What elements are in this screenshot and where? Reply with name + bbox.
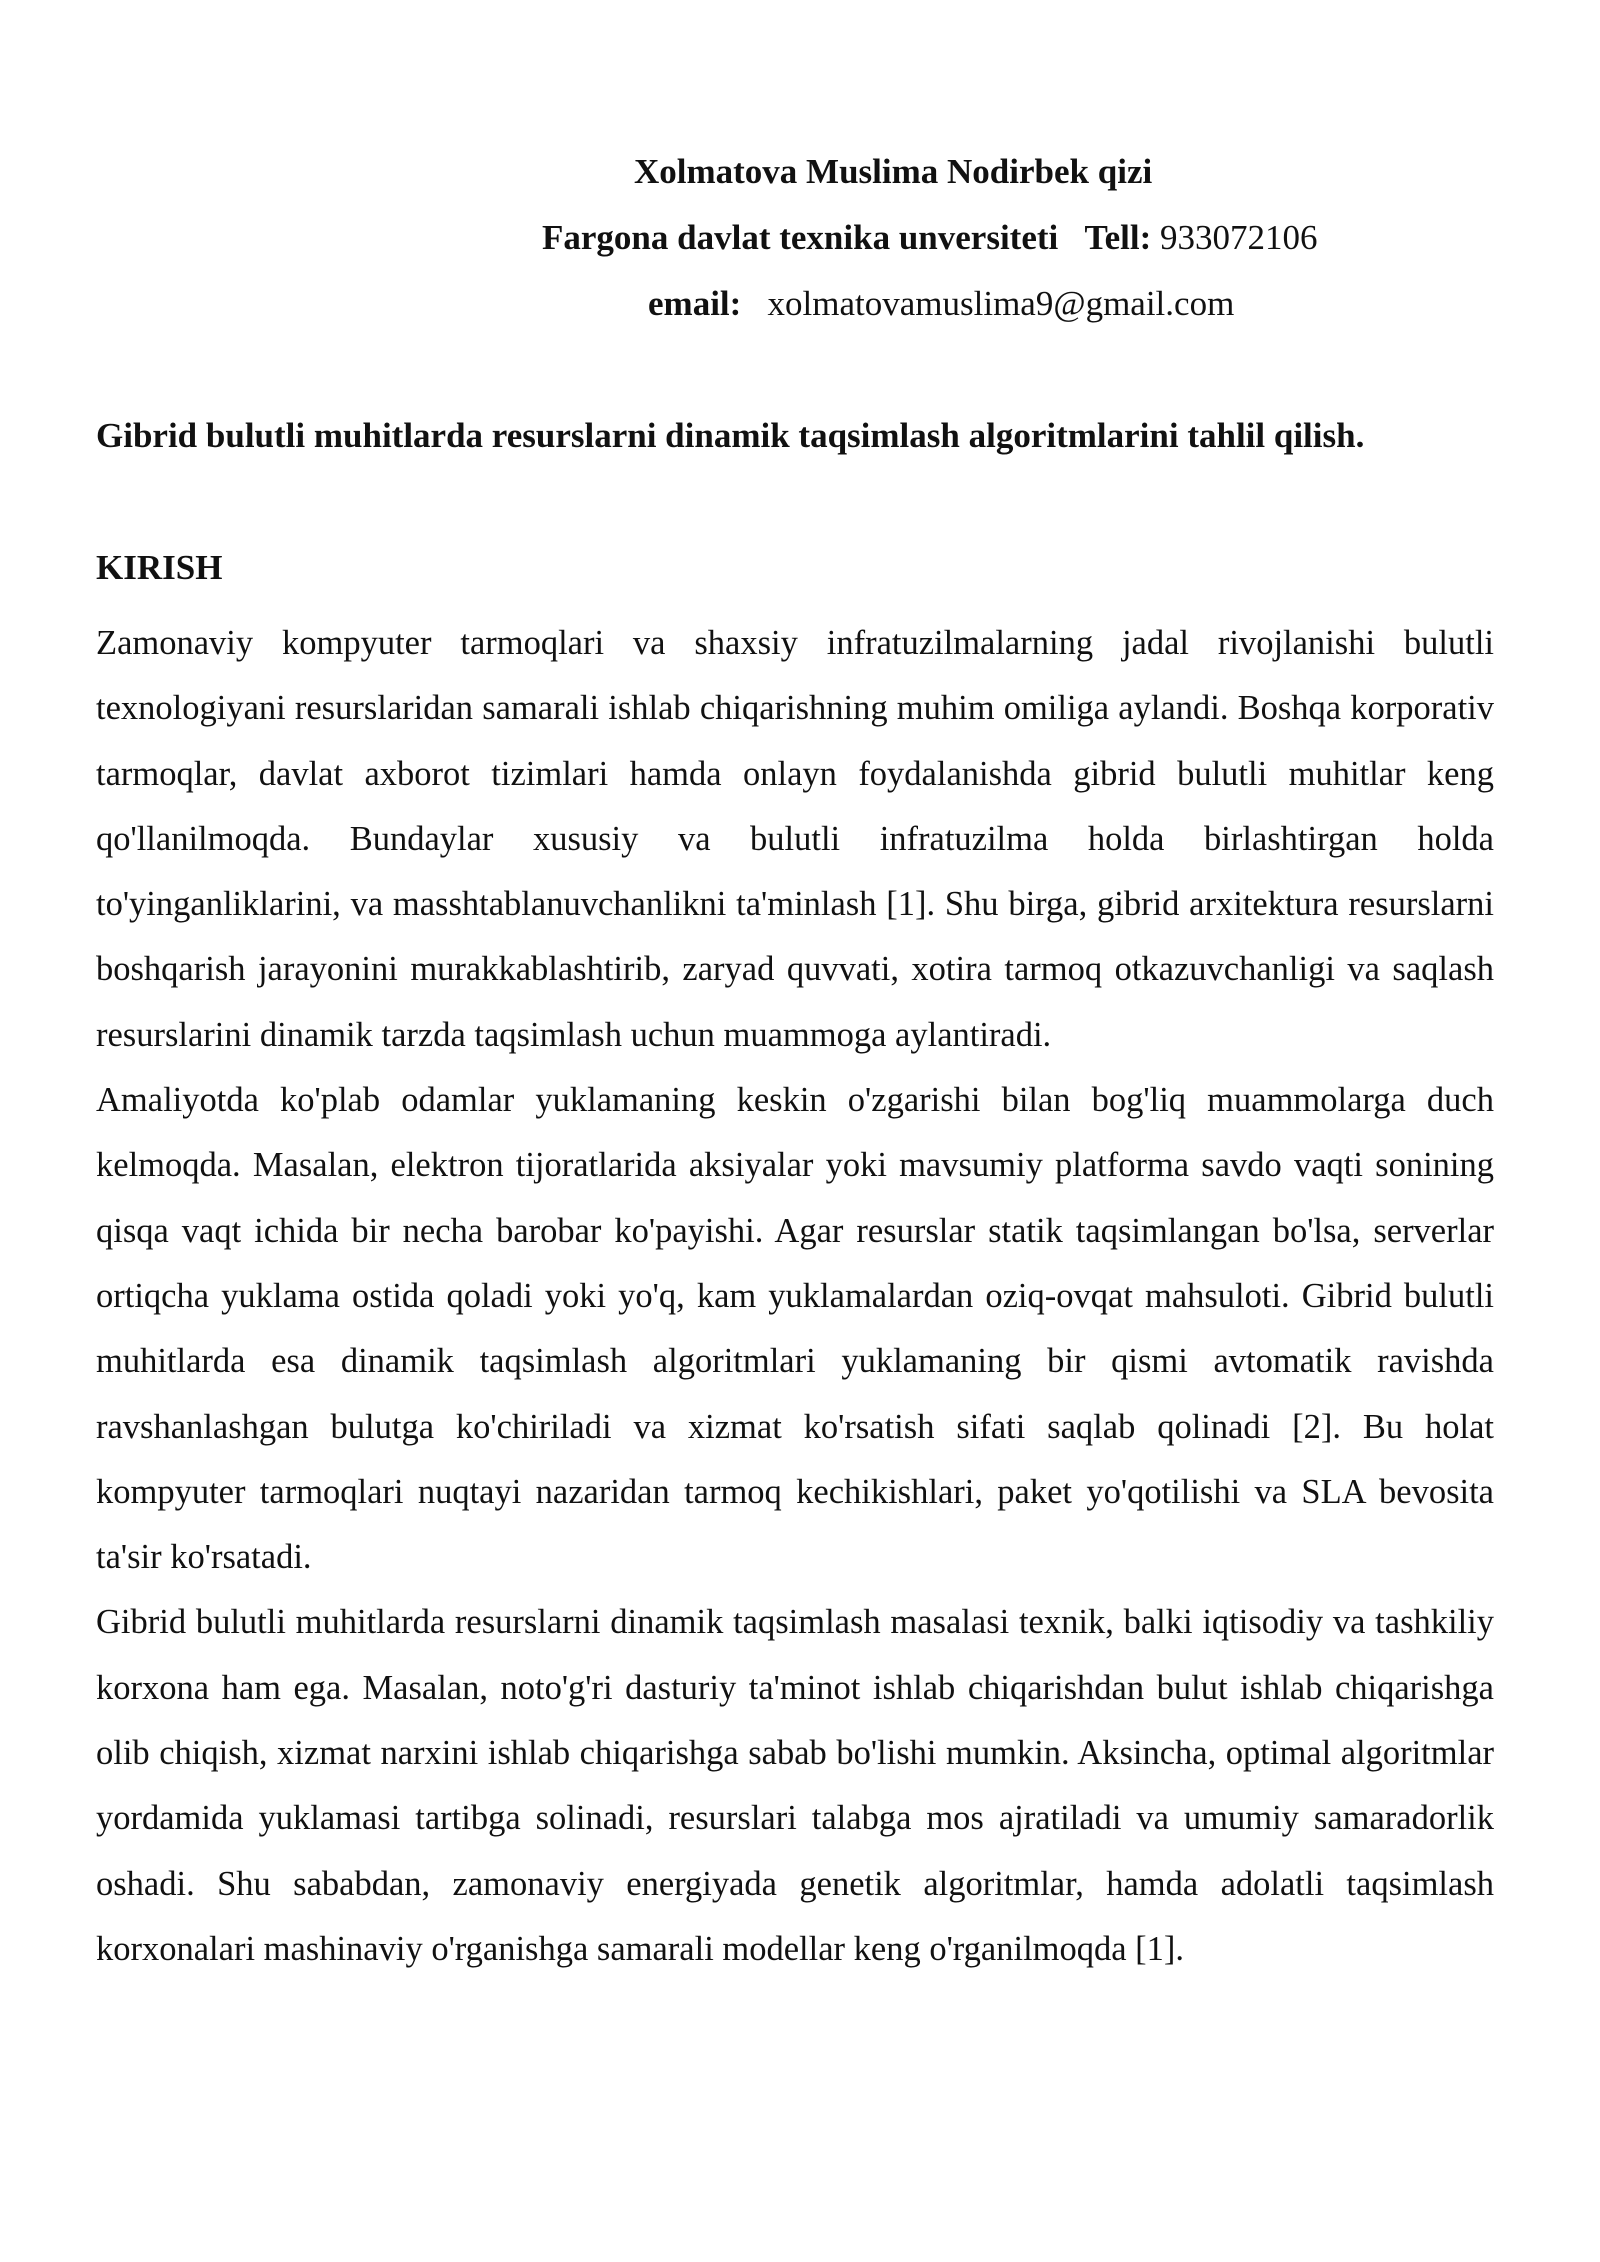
author-name: Xolmatova Muslima Nodirbek qizi <box>634 152 1153 191</box>
tel-value: 933072106 <box>1160 218 1318 257</box>
affiliation-name: Fargona davlat texnika unversiteti <box>542 218 1059 257</box>
tel-label: Tell: <box>1084 218 1152 257</box>
email-value: xolmatovamuslima9@gmail.com <box>767 284 1235 323</box>
paragraph: Gibrid bulutli muhitlarda resurslarni dinamik taqsimlash masalasi texnik, balki iqtisodiy va tashkiliy korxona ham ega. Masalan, noto'g'ri dasturiy ta'minot ishlab chiqarishdan bulut ishlab chiqarishga olib chiqish, xizmat narxini ishlab chiqarishga sabab bo'lishi mumkin. Aksincha, optimal algoritmlar yordamida yuklamasi tartibga solinadi, resurslari talabga mos ajratiladi va umumiy samaradorlik oshadi. Shu sababdan, zamonaviy energiyada genetik algoritmlar, hamda adolatli taqsimlash korxonalari mashinaviy o'rganishga samarali modellar keng o'rganilmoqda [1]. <box>96 1603 1494 1968</box>
email-line <box>648 284 1234 324</box>
document-title: Gibrid bulutli muhitlarda resurslarni dinamik taqsimlash algoritmlarini tahlil qilish. <box>96 416 1365 455</box>
paragraph: Amaliyotda ko'plab odamlar yuklamaning keskin o'zgarishi bilan bog'liq muammolarga duch kelmoqda. Masalan, elektron tijoratlarida aksiyalar yoki mavsumiy platforma savdo vaqti sonining qisqa vaqt ichida bir necha barobar ko'payishi. Agar resurslar statik taqsimlangan bo'lsa, serverlar ortiqcha yuklama ostida qoladi yoki yo'q, kam yuklamalardan oziq-ovqat mahsuloti. Gibrid bulutli muhitlarda esa dinamik taqsimlash algoritmlari yuklamaning bir qismi avtomatik ravishda ravshanlashgan bulutga ko'chiriladi va xizmat ko'rsatish sifati saqlab qolinadi [2]. Bu holat kompyuter tarmoqlari nuqtayi nazaridan tarmoq kechikishlari, paket yo'qotilishi va SLA bevosita ta'sir ko'rsatadi. <box>96 1081 1494 1577</box>
section-body <box>96 611 1494 1982</box>
paragraph: Zamonaviy kompyuter tarmoqlari va shaxsiy infratuzilmalarning jadal rivojlanishi bulutli texnologiyani resurslaridan samarali ishlab chiqarishning muhim omiliga aylandi. Boshqa korporativ tarmoqlar, davlat axborot tizimlari hamda onlayn foydalanishda gibrid bulutli muhitlar keng qo'llanilmoqda. Bundaylar xususiy va bulutli infratuzilma holda birlashtirgan holda to'yinganliklarini, va masshtablanuvchanlikni ta'minlash [1]. Shu birga, gibrid arxitektura resurslarni boshqarish jarayonini murakkablashtirib, zaryad quvvati, xotira tarmoq otkazuvchanligi va saqlash resurslarini dinamik tarzda taqsimlash uchun muammoga aylantiradi. <box>96 624 1494 1054</box>
section-heading: KIRISH <box>96 548 223 587</box>
affiliation-line <box>542 218 1318 258</box>
email-label: email: <box>648 284 742 323</box>
